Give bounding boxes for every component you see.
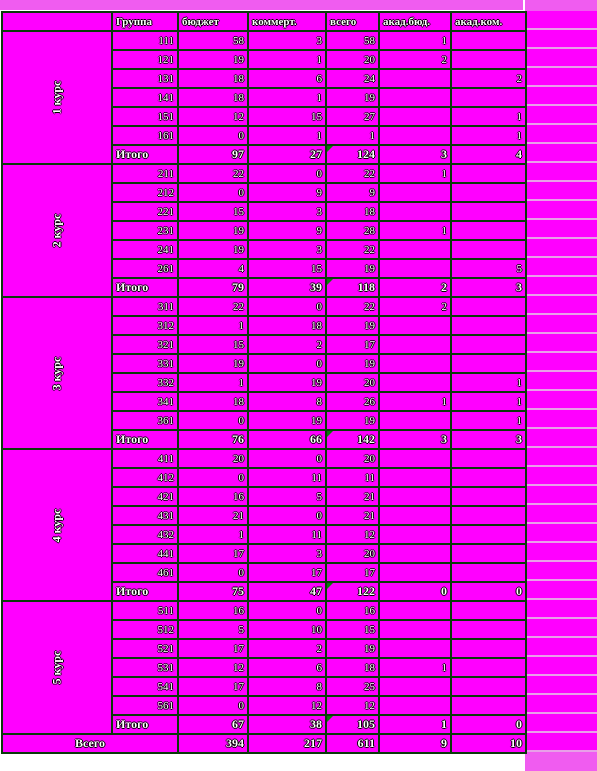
data-cell[interactable]: 0	[248, 164, 326, 183]
side-cell[interactable]	[525, 467, 597, 486]
data-cell[interactable]	[379, 563, 451, 582]
side-cell[interactable]	[525, 315, 597, 334]
subtotal-label[interactable]: Итого	[112, 145, 178, 164]
data-cell[interactable]: 26	[326, 392, 379, 411]
side-cell[interactable]	[525, 49, 597, 68]
side-cell[interactable]	[525, 448, 597, 467]
data-cell[interactable]	[451, 468, 526, 487]
subtotal-cell[interactable]: 66	[248, 430, 326, 449]
grand-total-label[interactable]: Всего	[2, 734, 178, 753]
data-cell[interactable]: 58	[326, 31, 379, 50]
data-cell[interactable]	[379, 677, 451, 696]
data-cell[interactable]: 111	[112, 31, 178, 50]
data-cell[interactable]: 20	[326, 544, 379, 563]
data-cell[interactable]: 17	[326, 335, 379, 354]
data-cell[interactable]: 411	[112, 449, 178, 468]
data-cell[interactable]: 20	[326, 449, 379, 468]
side-cell[interactable]	[525, 676, 597, 695]
data-cell[interactable]: 412	[112, 468, 178, 487]
data-cell[interactable]: 22	[178, 164, 248, 183]
data-cell[interactable]	[379, 449, 451, 468]
side-cell[interactable]	[525, 220, 597, 239]
data-cell[interactable]: 1	[451, 373, 526, 392]
data-cell[interactable]: 17	[178, 639, 248, 658]
side-cell[interactable]	[525, 182, 597, 201]
course-label: 1 курс	[49, 80, 64, 115]
side-cell[interactable]	[525, 372, 597, 391]
side-cell[interactable]	[525, 30, 597, 49]
data-cell[interactable]	[379, 525, 451, 544]
side-cell[interactable]	[525, 543, 597, 562]
data-cell[interactable]: 331	[112, 354, 178, 373]
data-cell[interactable]	[451, 316, 526, 335]
data-cell[interactable]: 1	[451, 107, 526, 126]
data-cell[interactable]	[379, 601, 451, 620]
data-cell[interactable]	[379, 240, 451, 259]
data-cell[interactable]	[451, 563, 526, 582]
side-cell[interactable]	[525, 68, 597, 87]
data-cell[interactable]: 512	[112, 620, 178, 639]
data-cell[interactable]: 17	[248, 563, 326, 582]
side-cell[interactable]	[525, 87, 597, 106]
subtotal-cell[interactable]: 76	[178, 430, 248, 449]
data-cell[interactable]: 5	[451, 259, 526, 278]
data-cell[interactable]: 312	[112, 316, 178, 335]
data-cell[interactable]: 0	[248, 601, 326, 620]
data-cell[interactable]	[451, 525, 526, 544]
data-cell[interactable]: 22	[326, 240, 379, 259]
data-cell[interactable]: 19	[248, 373, 326, 392]
header-cell[interactable]: коммерт.	[248, 12, 326, 31]
course-label-cell[interactable]	[2, 297, 112, 449]
side-cell[interactable]	[525, 11, 597, 30]
comment-marker-icon	[327, 431, 333, 437]
side-cell[interactable]	[525, 201, 597, 220]
data-cell[interactable]: 19	[178, 221, 248, 240]
data-cell[interactable]	[379, 107, 451, 126]
data-cell[interactable]: 10	[248, 620, 326, 639]
side-cell[interactable]	[525, 144, 597, 163]
data-cell[interactable]: 58	[178, 31, 248, 50]
comment-marker-icon	[327, 583, 333, 589]
data-cell[interactable]: 4	[178, 259, 248, 278]
data-cell[interactable]	[451, 50, 526, 69]
side-cell[interactable]	[525, 562, 597, 581]
subtotal-cell[interactable]: 0	[379, 582, 451, 601]
data-cell[interactable]: 0	[178, 563, 248, 582]
data-cell[interactable]	[379, 88, 451, 107]
data-cell[interactable]: 0	[248, 297, 326, 316]
subtotal-cell[interactable]: 0	[451, 582, 526, 601]
data-cell[interactable]	[451, 164, 526, 183]
subtotal-label[interactable]: Итого	[112, 582, 178, 601]
data-cell[interactable]: 16	[178, 487, 248, 506]
data-cell[interactable]: 18	[178, 69, 248, 88]
data-cell[interactable]	[451, 31, 526, 50]
header-cell[interactable]: всего	[326, 12, 379, 31]
data-cell[interactable]: 1	[178, 316, 248, 335]
data-cell[interactable]: 541	[112, 677, 178, 696]
side-cell[interactable]	[525, 581, 597, 600]
subtotal-cell[interactable]: 79	[178, 278, 248, 297]
data-cell[interactable]	[379, 183, 451, 202]
data-cell[interactable]: 12	[248, 696, 326, 715]
header-cell[interactable]: акад.бюд.	[379, 12, 451, 31]
data-cell[interactable]: 9	[326, 183, 379, 202]
data-cell[interactable]: 161	[112, 126, 178, 145]
course-label: 4 курс	[49, 508, 64, 542]
data-cell[interactable]: 211	[112, 164, 178, 183]
data-cell[interactable]	[379, 259, 451, 278]
data-cell[interactable]: 221	[112, 202, 178, 221]
data-cell[interactable]: 2	[379, 50, 451, 69]
data-cell[interactable]: 121	[112, 50, 178, 69]
course-label: 2 курс	[49, 213, 64, 248]
data-cell[interactable]	[451, 658, 526, 677]
data-cell[interactable]	[451, 620, 526, 639]
data-cell[interactable]: 9	[248, 221, 326, 240]
data-cell[interactable]: 8	[248, 677, 326, 696]
subtotal-cell[interactable]: 47	[248, 582, 326, 601]
data-cell[interactable]: 2	[451, 69, 526, 88]
top-strip	[0, 0, 523, 10]
data-cell[interactable]: 461	[112, 563, 178, 582]
data-cell[interactable]	[451, 639, 526, 658]
data-cell[interactable]: 1	[379, 31, 451, 50]
header-cell[interactable]: Группа	[112, 12, 178, 31]
data-cell[interactable]: 0	[178, 126, 248, 145]
grand-total-cell[interactable]: 394	[178, 734, 248, 753]
data-cell[interactable]	[451, 677, 526, 696]
header-cell[interactable]: бюджет	[178, 12, 248, 31]
data-cell[interactable]: 131	[112, 69, 178, 88]
data-cell[interactable]: 421	[112, 487, 178, 506]
comment-marker-icon	[327, 146, 333, 152]
data-cell[interactable]: 22	[178, 297, 248, 316]
data-cell[interactable]: 2	[248, 639, 326, 658]
data-cell[interactable]: 3	[248, 202, 326, 221]
data-cell[interactable]: 141	[112, 88, 178, 107]
course-label-cell[interactable]	[2, 164, 112, 297]
course-label: 5 курс	[49, 650, 64, 685]
subtotal-cell[interactable]: 67	[178, 715, 248, 734]
data-cell[interactable]	[379, 468, 451, 487]
side-cell[interactable]	[525, 429, 597, 448]
data-cell[interactable]: 321	[112, 335, 178, 354]
data-cell[interactable]: 16	[326, 601, 379, 620]
subtotal-cell[interactable]: 105	[326, 715, 379, 734]
data-cell[interactable]: 151	[112, 107, 178, 126]
side-cell[interactable]	[525, 714, 597, 733]
data-cell[interactable]: 19	[326, 316, 379, 335]
data-cell[interactable]: 6	[248, 658, 326, 677]
side-cell[interactable]	[525, 695, 597, 714]
data-cell[interactable]: 2	[248, 335, 326, 354]
data-cell[interactable]: 17	[178, 677, 248, 696]
data-cell[interactable]: 16	[178, 601, 248, 620]
data-cell[interactable]: 531	[112, 658, 178, 677]
data-cell[interactable]: 1	[248, 126, 326, 145]
data-cell[interactable]: 11	[248, 468, 326, 487]
side-cell[interactable]	[525, 524, 597, 543]
data-cell[interactable]: 18	[178, 392, 248, 411]
side-cell[interactable]	[525, 239, 597, 258]
data-cell[interactable]	[451, 202, 526, 221]
data-cell[interactable]: 1	[178, 525, 248, 544]
data-cell[interactable]: 24	[326, 69, 379, 88]
header-row	[2, 12, 526, 31]
data-cell[interactable]: 521	[112, 639, 178, 658]
side-cell[interactable]	[525, 258, 597, 277]
side-cell[interactable]	[525, 619, 597, 638]
data-cell[interactable]: 441	[112, 544, 178, 563]
data-cell[interactable]: 15	[178, 335, 248, 354]
subtotal-cell[interactable]: 2	[379, 278, 451, 297]
data-cell[interactable]	[379, 696, 451, 715]
data-cell[interactable]	[379, 202, 451, 221]
subtotal-cell[interactable]: 4	[451, 145, 526, 164]
data-cell[interactable]: 12	[178, 107, 248, 126]
data-cell[interactable]: 8	[248, 392, 326, 411]
data-cell[interactable]: 17	[178, 544, 248, 563]
data-cell[interactable]	[451, 240, 526, 259]
data-cell[interactable]: 11	[248, 525, 326, 544]
data-cell[interactable]: 231	[112, 221, 178, 240]
data-cell[interactable]: 19	[326, 259, 379, 278]
data-cell[interactable]	[451, 88, 526, 107]
data-cell[interactable]: 22	[326, 164, 379, 183]
data-cell[interactable]: 12	[326, 525, 379, 544]
subtotal-cell[interactable]: 38	[248, 715, 326, 734]
data-cell[interactable]	[379, 335, 451, 354]
data-cell[interactable]: 3	[248, 31, 326, 50]
data-cell[interactable]: 1	[451, 411, 526, 430]
data-cell[interactable]	[379, 373, 451, 392]
course-label-cell[interactable]	[2, 449, 112, 601]
data-cell[interactable]	[379, 639, 451, 658]
data-cell[interactable]	[379, 126, 451, 145]
data-cell[interactable]: 25	[326, 677, 379, 696]
data-cell[interactable]: 6	[248, 69, 326, 88]
comment-marker-icon	[327, 716, 333, 722]
side-cell[interactable]	[525, 505, 597, 524]
data-cell[interactable]: 432	[112, 525, 178, 544]
table-row	[2, 449, 526, 468]
subtotal-cell[interactable]: 118	[326, 278, 379, 297]
subtotal-label[interactable]: Итого	[112, 430, 178, 449]
data-cell[interactable]: 15	[178, 202, 248, 221]
data-cell[interactable]: 0	[178, 468, 248, 487]
data-cell[interactable]: 12	[326, 696, 379, 715]
side-cell[interactable]	[525, 296, 597, 315]
data-cell[interactable]: 15	[248, 107, 326, 126]
data-cell[interactable]: 261	[112, 259, 178, 278]
data-cell[interactable]	[451, 601, 526, 620]
data-cell[interactable]	[451, 297, 526, 316]
data-cell[interactable]: 27	[326, 107, 379, 126]
subtotal-cell[interactable]: 3	[451, 278, 526, 297]
subtotal-cell[interactable]: 75	[178, 582, 248, 601]
data-cell[interactable]: 18	[326, 658, 379, 677]
side-cell[interactable]	[525, 277, 597, 296]
data-cell[interactable]	[379, 69, 451, 88]
corner-cell[interactable]	[2, 12, 112, 31]
side-cell[interactable]	[525, 106, 597, 125]
data-cell[interactable]	[451, 544, 526, 563]
comment-marker-icon	[327, 279, 333, 285]
data-cell[interactable]: 1	[379, 221, 451, 240]
data-cell[interactable]: 19	[326, 411, 379, 430]
data-cell[interactable]: 212	[112, 183, 178, 202]
data-cell[interactable]: 18	[178, 88, 248, 107]
data-cell[interactable]	[451, 335, 526, 354]
data-cell[interactable]: 341	[112, 392, 178, 411]
data-cell[interactable]: 21	[178, 506, 248, 525]
data-cell[interactable]: 0	[248, 506, 326, 525]
data-cell[interactable]: 22	[326, 297, 379, 316]
data-cell[interactable]: 17	[326, 563, 379, 582]
subtotal-cell[interactable]: 3	[451, 430, 526, 449]
data-cell[interactable]: 511	[112, 601, 178, 620]
table-row	[2, 31, 526, 50]
data-cell[interactable]	[379, 487, 451, 506]
subtotal-label[interactable]: Итого	[112, 278, 178, 297]
data-cell[interactable]: 21	[326, 506, 379, 525]
data-cell[interactable]: 20	[178, 449, 248, 468]
side-cell[interactable]	[525, 334, 597, 353]
data-cell[interactable]	[451, 221, 526, 240]
side-cell[interactable]	[525, 391, 597, 410]
data-cell[interactable]: 3	[248, 544, 326, 563]
data-cell[interactable]: 19	[248, 411, 326, 430]
subtotal-cell[interactable]: 1	[379, 715, 451, 734]
subtotal-cell[interactable]: 27	[248, 145, 326, 164]
data-cell[interactable]: 1	[451, 126, 526, 145]
grand-total-cell[interactable]: 10	[451, 734, 526, 753]
data-cell[interactable]	[379, 411, 451, 430]
data-cell[interactable]: 19	[178, 50, 248, 69]
grand-total-row	[2, 734, 526, 753]
data-cell[interactable]: 28	[326, 221, 379, 240]
side-cell[interactable]	[525, 733, 597, 752]
subtotal-label[interactable]: Итого	[112, 715, 178, 734]
data-cell[interactable]: 311	[112, 297, 178, 316]
data-cell[interactable]: 19	[326, 354, 379, 373]
data-cell[interactable]: 9	[248, 183, 326, 202]
subtotal-cell[interactable]: 39	[248, 278, 326, 297]
data-cell[interactable]	[379, 506, 451, 525]
header-cell[interactable]: акад.ком.	[451, 12, 526, 31]
data-cell[interactable]	[379, 316, 451, 335]
data-cell[interactable]: 1	[451, 392, 526, 411]
data-cell[interactable]: 19	[326, 88, 379, 107]
data-cell[interactable]: 1	[248, 50, 326, 69]
data-cell[interactable]: 12	[178, 658, 248, 677]
course-label-cell[interactable]	[2, 31, 112, 164]
data-cell[interactable]: 3	[248, 240, 326, 259]
side-cell[interactable]	[525, 486, 597, 505]
side-cell[interactable]	[525, 125, 597, 144]
grand-total-cell[interactable]: 217	[248, 734, 326, 753]
subtotal-cell[interactable]: 124	[326, 145, 379, 164]
data-cell[interactable]: 20	[326, 50, 379, 69]
data-cell[interactable]: 11	[326, 468, 379, 487]
data-cell[interactable]: 19	[178, 354, 248, 373]
data-cell[interactable]: 1	[248, 88, 326, 107]
table-row	[2, 601, 526, 620]
subtotal-cell[interactable]: 97	[178, 145, 248, 164]
side-cell[interactable]	[525, 410, 597, 429]
table-row	[2, 164, 526, 183]
data-cell[interactable]	[451, 696, 526, 715]
data-cell[interactable]: 332	[112, 373, 178, 392]
course-label: 3 курс	[49, 356, 64, 390]
data-cell[interactable]: 2	[379, 297, 451, 316]
data-cell[interactable]	[451, 354, 526, 373]
data-cell[interactable]: 561	[112, 696, 178, 715]
data-cell[interactable]: 15	[326, 620, 379, 639]
subtotal-cell[interactable]: 122	[326, 582, 379, 601]
table-row	[2, 297, 526, 316]
data-cell[interactable]: 431	[112, 506, 178, 525]
data-cell[interactable]: 19	[178, 240, 248, 259]
data-cell[interactable]	[451, 449, 526, 468]
data-cell[interactable]: 18	[326, 202, 379, 221]
side-cell[interactable]	[525, 638, 597, 657]
data-cell[interactable]	[451, 183, 526, 202]
data-cell[interactable]	[379, 544, 451, 563]
data-cell[interactable]: 15	[248, 259, 326, 278]
data-cell[interactable]: 0	[248, 354, 326, 373]
data-cell[interactable]: 0	[178, 183, 248, 202]
subtotal-cell[interactable]: 3	[379, 145, 451, 164]
data-cell[interactable]: 0	[178, 696, 248, 715]
data-cell[interactable]: 21	[326, 487, 379, 506]
side-cell[interactable]	[525, 353, 597, 372]
grand-total-cell[interactable]: 9	[379, 734, 451, 753]
data-cell[interactable]: 5	[248, 487, 326, 506]
data-cell[interactable]: 1	[178, 373, 248, 392]
data-cell[interactable]: 1	[326, 126, 379, 145]
side-cell[interactable]	[525, 600, 597, 619]
data-cell[interactable]: 361	[112, 411, 178, 430]
data-cell[interactable]	[379, 620, 451, 639]
data-cell[interactable]: 18	[248, 316, 326, 335]
course-label-cell[interactable]	[2, 601, 112, 734]
data-cell[interactable]: 5	[178, 620, 248, 639]
data-cell[interactable]: 1	[379, 392, 451, 411]
data-cell[interactable]: 1	[379, 658, 451, 677]
side-cell[interactable]	[525, 163, 597, 182]
subtotal-cell[interactable]: 3	[379, 430, 451, 449]
data-cell[interactable]	[451, 487, 526, 506]
data-cell[interactable]	[451, 506, 526, 525]
data-cell[interactable]	[379, 354, 451, 373]
data-cell[interactable]: 241	[112, 240, 178, 259]
data-cell[interactable]: 1	[379, 164, 451, 183]
subtotal-cell[interactable]: 142	[326, 430, 379, 449]
subtotal-cell[interactable]: 0	[451, 715, 526, 734]
grand-total-cell[interactable]: 611	[326, 734, 379, 753]
enrollment-table	[1, 11, 527, 754]
data-cell[interactable]: 0	[178, 411, 248, 430]
data-cell[interactable]: 19	[326, 639, 379, 658]
data-cell[interactable]: 0	[248, 449, 326, 468]
data-cell[interactable]: 20	[326, 373, 379, 392]
side-cell[interactable]	[525, 657, 597, 676]
